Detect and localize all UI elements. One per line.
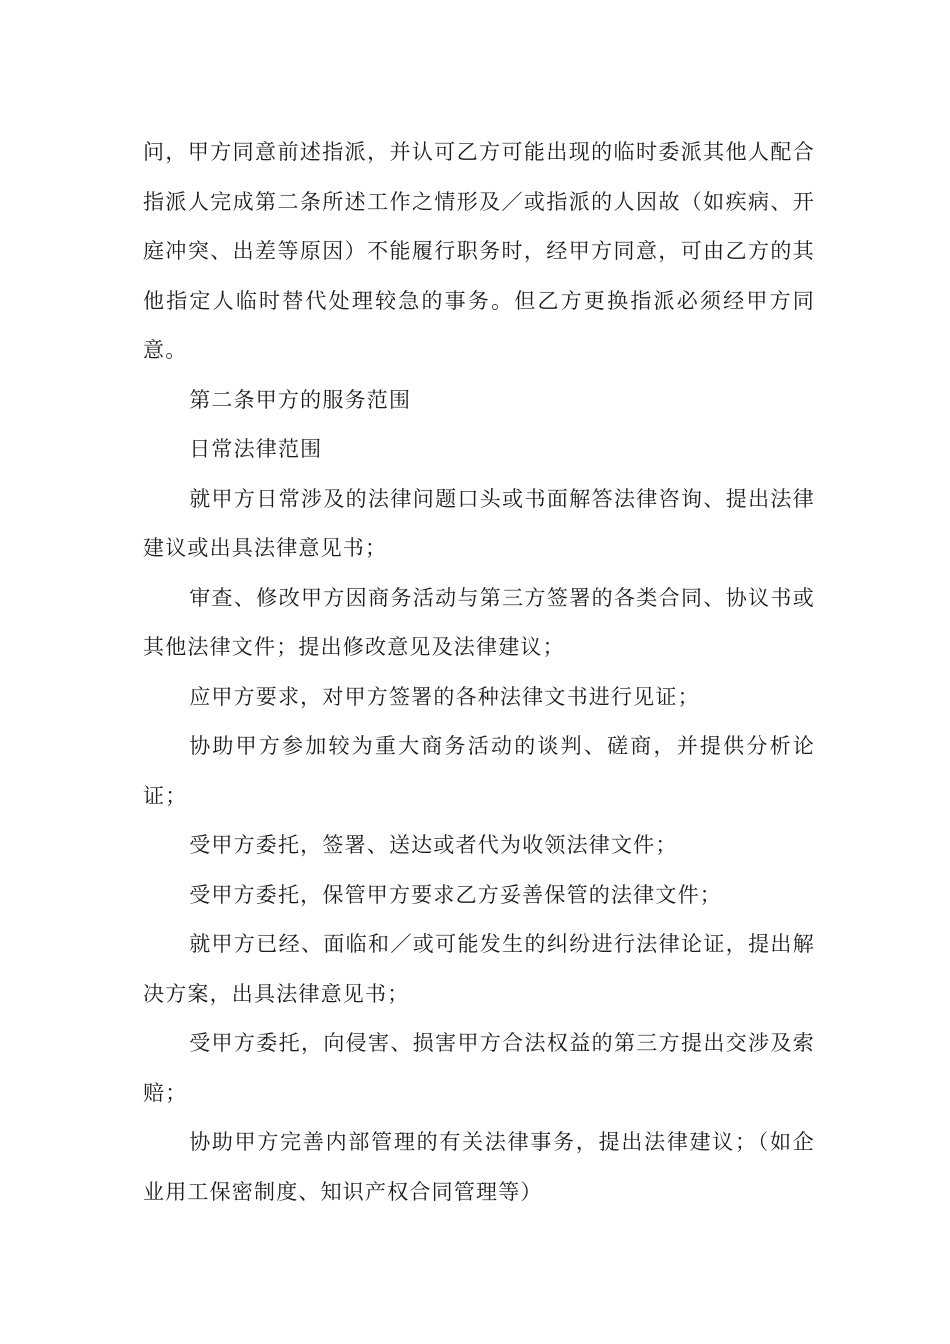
list-item-claims: 受甲方委托，向侵害、损害甲方合法权益的第三方提出交涉及索赔； — [143, 1031, 815, 1105]
list-item-negotiation-assist: 协助甲方参加较为重大商务活动的谈判、磋商，并提供分析论证； — [143, 734, 815, 808]
list-item-internal-management: 协助甲方完善内部管理的有关法律事务，提出法律建议；（如企业用工保密制度、知识产权合同管理等） — [143, 1130, 815, 1204]
document-body — [143, 128, 815, 1217]
paragraph-continuation: 问，甲方同意前述指派，并认可乙方可能出现的临时委派其他人配合指派人完成第二条所述工作之情形及／或指派的人因故（如疾病、开庭冲突、出差等原因）不能履行职务时，经甲方同意，可由乙方的其他指定人临时替代处理较急的事务。但乙方更换指派必须经甲方同意。 — [143, 140, 815, 362]
list-item-sign-deliver: 受甲方委托，签署、送达或者代为收领法律文件； — [189, 833, 678, 857]
list-item-document-custody: 受甲方委托，保管甲方要求乙方妥善保管的法律文件； — [189, 882, 722, 907]
list-item-contract-review: 审查、修改甲方因商务活动与第三方签署的各类合同、协议书或其他法律文件；提出修改意见及法律建议； — [143, 585, 815, 659]
list-item-legal-consultation: 就甲方日常涉及的法律问题口头或书面解答法律咨询、提出法律建议或出具法律意见书； — [143, 486, 815, 560]
subsection-heading-daily-legal: 日常法律范围 — [189, 437, 323, 461]
list-item-witness-documents: 应甲方要求，对甲方签署的各种法律文书进行见证； — [189, 684, 700, 709]
list-item-dispute-analysis: 就甲方已经、面临和／或可能发生的纠纷进行法律论证，提出解决方案，出具法律意见书； — [143, 932, 815, 1006]
section-heading-service-scope: 第二条甲方的服务范围 — [189, 387, 412, 412]
